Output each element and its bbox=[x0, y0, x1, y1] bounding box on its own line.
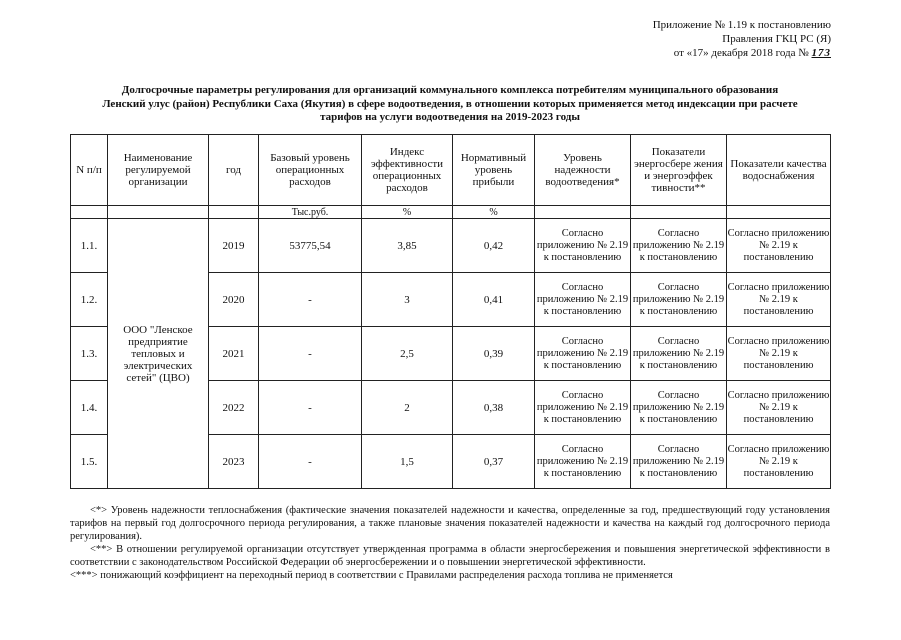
title-line-3: тарифов на услуги водоотведения на 2019-2023 годы bbox=[320, 111, 580, 123]
row-quality: Согласно приложению № 2.19 к постановлению bbox=[727, 219, 831, 273]
row-num: 1.3. bbox=[71, 327, 108, 381]
unit-base: Тыс.руб. bbox=[259, 206, 362, 219]
row-quality: Согласно приложению № 2.19 к постановлению bbox=[727, 327, 831, 381]
parameters-table bbox=[70, 134, 831, 489]
row-year: 2021 bbox=[209, 327, 259, 381]
row-base: - bbox=[259, 435, 362, 489]
units-row bbox=[71, 206, 831, 219]
annex-header bbox=[653, 18, 831, 60]
row-year: 2022 bbox=[209, 381, 259, 435]
row-quality: Согласно приложению № 2.19 к постановлению bbox=[727, 435, 831, 489]
row-index: 3 bbox=[362, 273, 453, 327]
row-energy: Согласно приложению № 2.19 к постановлению bbox=[631, 435, 727, 489]
annex-line-2: Правления ГКЦ РС (Я) bbox=[722, 33, 831, 45]
row-profit: 0,38 bbox=[453, 381, 535, 435]
row-base: - bbox=[259, 381, 362, 435]
annex-date: от «17» декабря 2018 года № bbox=[673, 47, 809, 59]
row-energy: Согласно приложению № 2.19 к постановлению bbox=[631, 327, 727, 381]
header-row bbox=[71, 135, 831, 206]
header-index: Индекс эффективности операционных расходов bbox=[362, 135, 453, 206]
header-reliability: Уровень надежности водоотведения* bbox=[535, 135, 631, 206]
footnote-reliability: <*> Уровень надежности теплоснабжения (фактические значения показателей надежности и качества, определенные за год, предшествующий году установления тарифов на первый год долгосрочного периода регулирования, а также плановые значения показателей надежности и качества на каждый год долгосрочного периода регулирования). bbox=[70, 505, 830, 542]
row-base: - bbox=[259, 273, 362, 327]
unit-cell-empty bbox=[108, 206, 209, 219]
row-reliability: Согласно приложению № 2.19 к постановлению bbox=[535, 273, 631, 327]
row-energy: Согласно приложению № 2.19 к постановлению bbox=[631, 381, 727, 435]
row-year: 2023 bbox=[209, 435, 259, 489]
row-num: 1.4. bbox=[71, 381, 108, 435]
organization-name: ООО "Ленское предприятие тепловых и электрических сетей" (ЦВО) bbox=[108, 219, 209, 489]
row-profit: 0,39 bbox=[453, 327, 535, 381]
row-num: 1.5. bbox=[71, 435, 108, 489]
footnote-coefficient: <***> понижающий коэффициент на переходный период в соответствии с Правилами распределения расхода топлива не применяется bbox=[70, 570, 673, 581]
title-line-1: Долгосрочные параметры регулирования для организаций коммунального комплекса потребителям муниципального образования bbox=[121, 84, 779, 96]
row-num: 1.1. bbox=[71, 219, 108, 273]
title-line-2: Ленский улус (район) Республики Саха (Якутия) в сфере водоотведения, в отношении которых применяется метод индексации при расчете bbox=[102, 97, 798, 110]
header-quality: Показатели качества водоснабжения bbox=[727, 135, 831, 206]
header-org: Наименование регулируемой организации bbox=[108, 135, 209, 206]
row-profit: 0,41 bbox=[453, 273, 535, 327]
row-reliability: Согласно приложению № 2.19 к постановлению bbox=[535, 381, 631, 435]
row-base: - bbox=[259, 327, 362, 381]
row-profit: 0,42 bbox=[453, 219, 535, 273]
row-index: 1,5 bbox=[362, 435, 453, 489]
unit-cell-empty bbox=[209, 206, 259, 219]
annex-number: 173 bbox=[811, 47, 831, 59]
row-energy: Согласно приложению № 2.19 к постановлению bbox=[631, 219, 727, 273]
footnotes bbox=[70, 504, 830, 582]
row-index: 2 bbox=[362, 381, 453, 435]
row-quality: Согласно приложению № 2.19 к постановлению bbox=[727, 381, 831, 435]
header-base: Базовый уровень операционных расходов bbox=[259, 135, 362, 206]
row-reliability: Согласно приложению № 2.19 к постановлению bbox=[535, 219, 631, 273]
header-num: N п/п bbox=[71, 135, 108, 206]
row-index: 3,85 bbox=[362, 219, 453, 273]
unit-cell-empty bbox=[535, 206, 631, 219]
header-year: год bbox=[209, 135, 259, 206]
header-profit: Нормативный уровень прибыли bbox=[453, 135, 535, 206]
row-num: 1.2. bbox=[71, 273, 108, 327]
header-energy: Показатели энергосбере жения и энергоэффек тивности** bbox=[631, 135, 727, 206]
row-base: 53775,54 bbox=[259, 219, 362, 273]
row-energy: Согласно приложению № 2.19 к постановлению bbox=[631, 273, 727, 327]
unit-cell-empty bbox=[71, 206, 108, 219]
footnote-energy: <**> В отношении регулируемой организации отсутствует утвержденная программа в области энергосбережения и повышения энергетической эффективности в соответствии с законодательством Российской Федерации об энергосбережении и о повышении энергетической эффективности. bbox=[70, 544, 830, 568]
row-index: 2,5 bbox=[362, 327, 453, 381]
annex-line-3 bbox=[653, 46, 831, 60]
row-reliability: Согласно приложению № 2.19 к постановлению bbox=[535, 327, 631, 381]
unit-cell-empty bbox=[727, 206, 831, 219]
document-title bbox=[70, 84, 830, 125]
annex-line-1: Приложение № 1.19 к постановлению bbox=[652, 19, 831, 31]
row-quality: Согласно приложению № 2.19 к постановлению bbox=[727, 273, 831, 327]
row-year: 2020 bbox=[209, 273, 259, 327]
unit-index: % bbox=[362, 206, 453, 219]
row-reliability: Согласно приложению № 2.19 к постановлению bbox=[535, 435, 631, 489]
row-year: 2019 bbox=[209, 219, 259, 273]
unit-profit: % bbox=[453, 206, 535, 219]
unit-cell-empty bbox=[631, 206, 727, 219]
table-row bbox=[71, 219, 831, 273]
row-profit: 0,37 bbox=[453, 435, 535, 489]
